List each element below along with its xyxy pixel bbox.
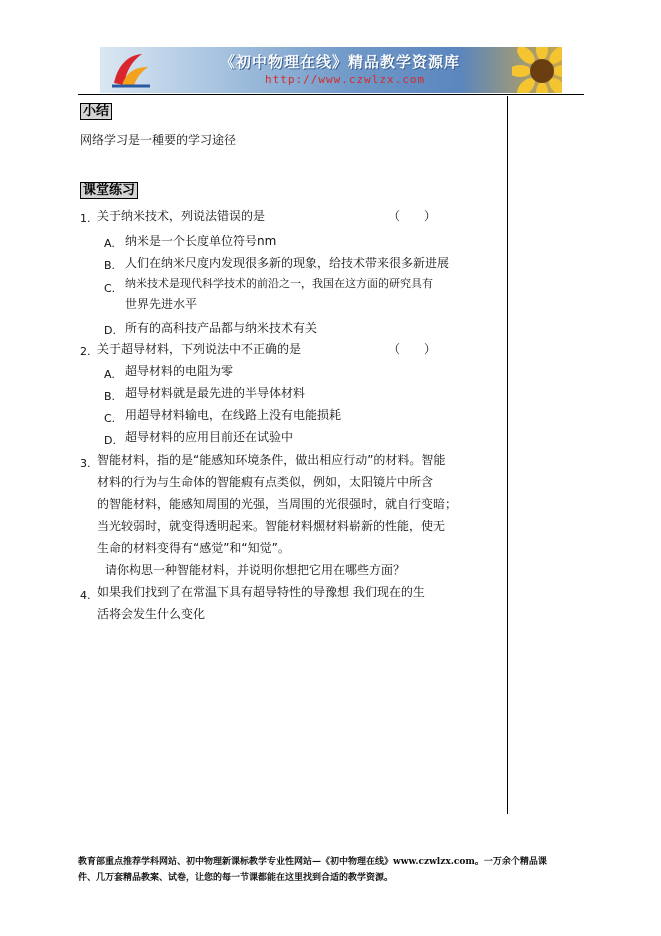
- q2-option-text: 超导材料的应用目前还在试验中: [125, 430, 294, 444]
- question-3-line: 的智能材料，能感知周围的光强，当周围的光很强时，就自行变暗；: [97, 497, 458, 511]
- banner-title: 《初中物理在线》精品教学资源库: [220, 53, 461, 71]
- margin-rule: [507, 96, 508, 814]
- q2-option-text: 超导材料就是最先进的半导体材料: [125, 386, 306, 400]
- q2-option-text: 用超导材料输电，在线路上没有电能损耗: [125, 408, 342, 422]
- banner-url[interactable]: http://www.czwlzx.com: [265, 73, 426, 86]
- q1-option-label: D.: [104, 324, 116, 337]
- sunflower-icon: [512, 47, 562, 93]
- header-banner: [100, 47, 562, 93]
- q1-option-text: 所有的高科技产品都与纳米技术有关: [125, 321, 318, 335]
- header-rule: [78, 94, 584, 95]
- q1-option-text: 人们在纳米尺度内发现很多新的现象，给技术带来很多新进展: [125, 256, 450, 270]
- summary-heading: 小结: [80, 103, 112, 120]
- question-4-line: 如果我们找到了在常温下具有超导特性的导豫想 我们现在的生: [97, 585, 425, 599]
- question-4-number: 4.: [80, 589, 91, 602]
- question-3-line: 生命的材料变得有“感觉”和“知觉”。: [97, 541, 290, 555]
- summary-text: 网络学习是一種要的学习途径: [80, 133, 237, 147]
- question-3-line: 当光较弱时，就变得透明起来。智能材料燳材料崭新的性能，使无: [97, 519, 446, 533]
- q1-option-text: 纳米技术是现代科学技术的前沿之一，我国在这方面的研究具有: [125, 277, 433, 290]
- q2-option-label: C.: [104, 412, 116, 425]
- question-1-answer-blank: （ ）: [388, 209, 437, 223]
- q1-option-text-continued: 世界先进水平: [125, 297, 198, 311]
- q1-option-label: B.: [104, 259, 116, 272]
- footer-notice: [78, 854, 588, 886]
- question-2-answer-blank: （ ）: [388, 342, 437, 356]
- question-2-stem: 关于超导材料，下列说法中不正确的是: [97, 342, 302, 356]
- q2-option-label: D.: [104, 434, 116, 447]
- question-1-number: 1.: [80, 212, 91, 225]
- q2-option-label: A.: [104, 368, 115, 381]
- question-3-prompt: 请你构思一种智能材料，并说明你想把它用在哪些方面？: [105, 563, 406, 577]
- question-2-number: 2.: [80, 345, 91, 358]
- logo-icon: [108, 51, 154, 89]
- question-3-number: 3.: [80, 457, 91, 470]
- q1-option-label: A.: [104, 237, 115, 250]
- footer-line: 件、几万套精品教案、试卷，让您的每一节课都能在这里找到合适的教学资源。: [78, 873, 394, 883]
- question-4-line: 活将会发生什么变化: [97, 607, 206, 621]
- question-3-line: 智能材料，指的是“能感知环境条件，做出相应行动”的材料。智能: [97, 453, 446, 467]
- q1-option-text: 纳米是一个长度单位符号nm: [125, 234, 277, 248]
- q2-option-label: B.: [104, 390, 116, 403]
- question-1-stem: 关于纳米技术，列说法错误的是: [97, 209, 266, 223]
- q1-option-label: C.: [104, 282, 116, 295]
- q2-option-text: 超导材料的电阻为零: [125, 364, 234, 378]
- question-3-line: 材料的行为与生命体的智能瘕有点类似，例如，太阳镜片中所含: [97, 475, 434, 489]
- exercise-heading: 课堂练习: [80, 182, 138, 199]
- footer-line: 教育部重点推荐学科网站、初中物理新课标教学专业性网站—《初中物理在线》www.czwlzx.com。一万余个精品课: [78, 857, 547, 867]
